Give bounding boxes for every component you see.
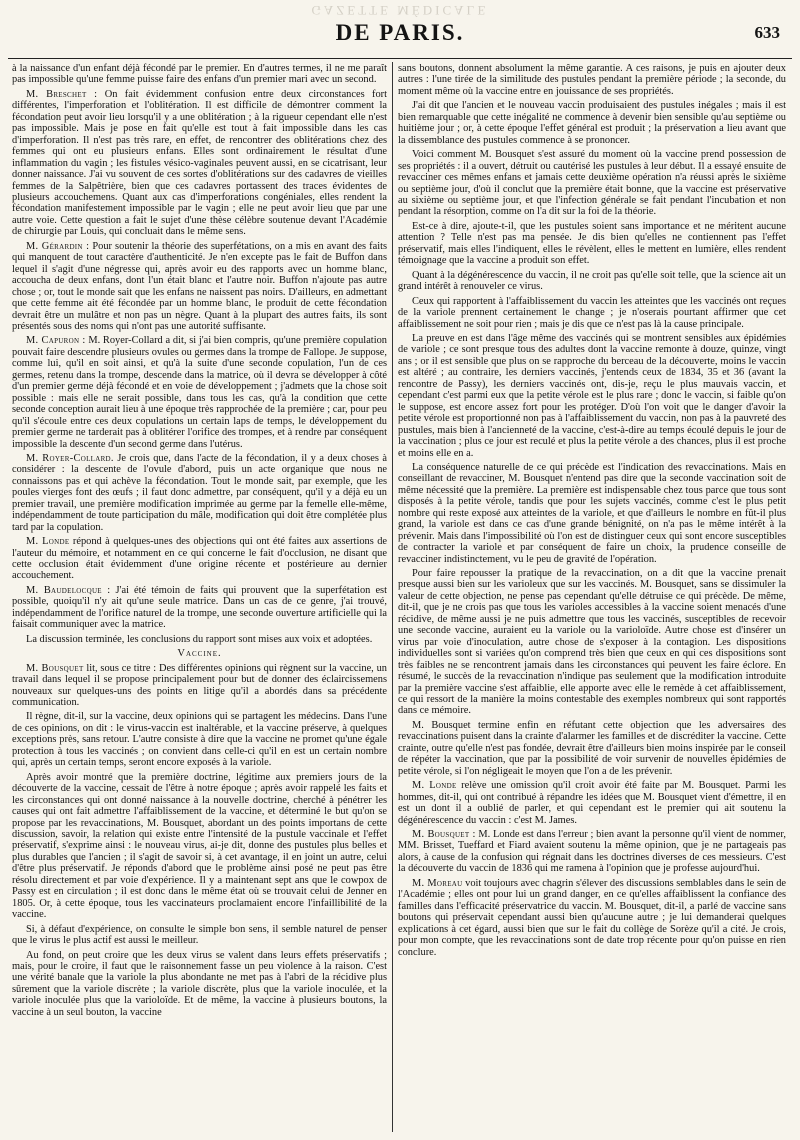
left-column (12, 63, 387, 1134)
paragraph-text: Quant à la dégénérescence du vaccin, il ne croit pas qu'elle soit telle, que la science ait un grand intérêt à renouveler ce virus. (398, 269, 786, 293)
right-column (398, 63, 786, 1134)
paragraph (12, 335, 387, 450)
paragraph-text: Il règne, dit-il, sur la vaccine, deux opinions qui se partagent les médecins. Dans l'une de ces opinions, on dit : le virus-vaccin est inaltérable, et la vaccine préserve, à quelques exceptions près, sans retour. L'autre consiste à dire que la vaccine ne promet qu'une égale protection à tous les vaccinés ; on convient dans celle-ci qu'il en est un certain nombre qui, après un certain temps, seront encore exposés à la variole. (12, 711, 387, 769)
speaker-name: M. Royer-Collard. (26, 452, 114, 464)
paragraph (398, 780, 786, 826)
paragraph-text: La discussion terminée, les conclusions du rapport sont mises aux voix et adoptées. (26, 633, 373, 645)
paragraph (12, 634, 387, 645)
paragraph-text: Pour soutenir la théorie des superfétations, on a mis en avant des faits qui manquent de tout caractère d'authenticité. Je n'en excepte pas le fait de Buffon dans lequel il s'agit d'une négresse qui, après avoir eu des rapports avec un homme blanc, accoucha de deux enfans, dont l'un était blanc et l'autre noir. Buffon n'ajoute pas autre chose ; or, tout le monde sait que les enfans ne naissent pas noirs. D'ailleurs, en admettant que cette femme ait été fécondée par un homme blanc, le produit de cette fécondation devrait être un mulâtre et non pas un nègre. Quant à la plupart des autres faits, ils sont présentés sous des noms qui n'ont pas une autorité suffisante. (12, 240, 387, 332)
paragraph-text: J'ai été témoin de faits qui prouvent que la superfétation est possible, quoiqu'il n'y ait qu'une seule matrice. Dans un cas de ce genre, j'ai trouvé, indépendamment de l'orifice naturel de la trompe, une seconde ouverture artificielle qui la faisait communiquer avec la matrice. (12, 584, 387, 631)
paragraph (12, 536, 387, 582)
speaker-name: M. Moreau (412, 877, 463, 889)
paragraph (398, 333, 786, 459)
speaker-name: M. Londe (26, 536, 70, 548)
paragraph-text: Je crois que, dans l'acte de la fécondation, il y a deux choses à considérer : la descente de l'ovule d'abord, puis un acte organique que nous ne connaissons pas et qui achève la fécondation. Tout le monde sait, par exemple, que les poules vierges font des œufs ; il faut donc admettre, par conséquent, qu'il y a déjà eu un premier travail, une première modification imprimée au germe par la femelle elle-même, indépendamment de toute participation du mâle, modification qui doit être complétée plus tard par la copulation. (12, 452, 387, 533)
paragraph (398, 149, 786, 218)
paragraph-text: Est-ce à dire, ajoute-t-il, que les pustules soient sans importance et ne méritent aucune attention ? Telle n'est pas ma pensée. Je dis bien qu'elles ne contiennent pas l'effet préservatif, mais elles l'indiquent, elles le révèlent, elles le mettent en lumière, elles rendent témoignage que la vaccine a produit son effet. (398, 220, 786, 267)
header-rule (8, 58, 792, 59)
paragraph-text: M. Royer-Collard a dit, si j'ai bien compris, qu'une première copulation pouvait faire descendre plusieurs ovules ou germes dans la trompe de Fallope. Je suppose, comme lui, qu'il en soit ainsi, et qu'à la suite d'une seconde copulation, l'un de ces germes, retenu dans la trompe, descende dans la matrice, où il devra se développer à côté d'un premier germe déjà fécondé et en voie de développement ; j'admets que la chose soit possible : mais elle ne serait possible, dans tous les cas, qu'à la condition que cette seconde conception aurait lieu à une époque très rapprochée de la première ; car, pour peu qu'il s'écoule entre ces deux copulations un certain laps de temps, le développement du premier germe ne tarderait pas à oblitérer l'orifice des trompes, et à rendre par conséquent impossible la descente d'un second germe dans l'utérus. (12, 335, 387, 450)
paragraph-text: La preuve en est dans l'âge même des vaccinés qui se montrent sensibles aux épidémies de variole ; ce sont presque tous des adultes dont la vaccine remonte à douze, quinze, vingt ans ; or il est sensible que plus on se rapproche du berceau de la découverte, moins le vaccin est altéré ; au contraire, les derniers vaccinés, j'entends ceux de 1834, 35 et 36 (avant la rencontre de Passy), les derniers vaccinés ont, dis-je, reçu le plus mauvais vaccin, et cependant c'est parmi eux que la petite vérole est le plus rare ; donc le vaccin, si faible qu'on le suppose, est encore assez fort pour les protéger. D'où l'on voit que le danger d'avoir la petite vérole est proportionné non pas à l'affaiblissement du vaccin, non pas à la pauvreté des pustules, mais bien à l'ancienneté de la vaccine, c'est-à-dire au temps écoulé depuis le jour de la vaccination ; plus ce jour est reculé et plus la petite vérole a des chances, plus il est proche et moins elle en a. (398, 332, 786, 459)
paragraph (398, 296, 786, 330)
paragraph-text: répond à quelques-unes des objections qui ont été faites aux assertions de l'auteur du mémoire, et notamment en ce qui concerne le fait d'occlusion, ne disant que cette occlusion était évidemment d'une origine récente et postérieure au dernier accouchement. (12, 536, 387, 582)
page-number: 633 (754, 23, 780, 42)
speaker-name: M. Bousquet (26, 662, 84, 674)
paragraph-text: Pour faire repousser la pratique de la revaccination, on a dit que la vaccine prenait presque aussi bien sur les varioleux que sur les vaccinés. M. Bousquet, sans se dissimuler la valeur de cette objection, ne pense pas cependant qu'elle détruise ce qui précède. De même, dit-il, que je ne crois pas que tous les varioles accessibles à la vaccine soient menacés d'une récidive, de même aussi je ne puis admettre que tous les vaccinés, susceptibles de recevoir une seconde vaccine, auraient eu la variole ou la varioloïde. Autre chose est d'insérer un virus par voie d'inoculation, autre chose de s'exposer à la contagion. Les dispositions individuelles sont si variées qu'on comprend très bien que ceux en qui ces dispositions sont très faibles ne se rencontrent jamais dans les circonstances qui peuvent les faire éclore. En résumé, le succès de la revaccination n'indique pas seulement que la modification introduite par la première vaccine s'est affaiblie, elle apporte avec elle le remède à cet affaiblissement, ce qui ressort de la manière la moins contestable des exemples nombreux qui sont rapportés dans ce mémoire. (398, 568, 786, 717)
speaker-name: M. Londe (412, 780, 457, 792)
paragraph (398, 100, 786, 146)
paragraph (12, 89, 387, 238)
paragraph (398, 462, 786, 565)
paragraph (398, 63, 786, 97)
paragraph (12, 924, 387, 947)
page-header (0, 20, 800, 48)
speaker-name: M. Capuron : (26, 335, 86, 347)
paragraph (12, 241, 387, 333)
paragraph-text: voit toujours avec chagrin s'élever des discussions semblables dans le sein de l'Académie ; elles ont pour lui un grand danger, en ce qu'elles affaiblissent la confiance des familles dans l'efficacité préservatrice du vaccin. M. Bousquet, dit-il, a parlé de vaccine sans boutons qui préservait cependant aussi bien qu'aucune autre ; je lui demanderai quelques explications à cet égard, aussi bien que sur le fait du collège de Sorèze qu'il a cité. Je crois, pour mon compte, que les revaccinations sont de date trop récente pour qu'on puisse en rien conclure. (398, 877, 786, 958)
speaker-name: M. Baudelocque : (26, 584, 111, 596)
paragraph (12, 711, 387, 768)
paragraph-text: Au fond, on peut croire que les deux virus se valent dans leurs effets préservatifs ; mais, pour le croire, il faut que le raisonnement fasse un peu violence à la raison. C'est une vérité banale que la variole la plus abondante ne met pas à l'abri de la récidive plus sûrement que la variole discrète ; la variole discrète, plus que la variole inoculée, et la variole inoculée plus que la varioloïde. Et de même, la vaccine à plusieurs boutons, la vaccine à un seul bouton, la vaccine (12, 949, 387, 1018)
running-title: DE PARIS. (335, 20, 465, 45)
speaker-name: M. Bousquet : (412, 829, 476, 840)
speaker-name: M. Breschet : (26, 88, 98, 100)
paragraph (12, 663, 387, 709)
paragraph-text: Après avoir montré que la première doctrine, légitime aux premiers jours de la découverte de la vaccine, cessait de l'être à notre époque ; après avoir rappelé les faits et les circonstances qui ont donné naissance à la nouvelle doctrine, cherché à pénétrer les causes qui ont fait admettre l'affaiblissement de la vaccine, et déterminé le but qu'on se propose par les revaccinations, M. Bousquet, abordant un des points importans de cette discussion, savoir, la relation qui existe entre l'intensité de la pustule vaccinale et l'effet préservatif, s'exprime ainsi : le nouveau virus, ai-je dit, donne des pustules plus belles et plus durables que l'ancien ; il s'agit de savoir si, à cet avantage, il en joint un autre, celui d'être plus préservatif. Je réponds d'abord que le problème ainsi posé ne peut pas être résolu directement et par voie d'expérience. Il y a maintenant sept ans que le cowpox de Passy est en circulation ; il est donc dans le même état où se trouvait celui de Jenner en 1805. Or, à cette époque, tous les vaccinateurs proclamaient encore l'infaillibilité de la vaccine. (12, 771, 387, 921)
paragraph (12, 950, 387, 1019)
paragraph (398, 568, 786, 717)
paragraph (398, 221, 786, 267)
paragraph-text: La conséquence naturelle de ce qui précède est l'indication des revaccinations. Mais en conseillant de revacciner, M. Bousquet n'entend pas dire que la seconde vaccination soit de même nécessité que la première. La première est indispensable chez tous parce que tous sont disposés à la petite vérole, tandis que pour les sujets vaccinés, comme c'est le plus petit nombre qui reste exposé aux atteintes de la variole, et que d'ailleurs le nombre en fût-il plus grand, la variole est dans ce cas d'une grande bénignité, on n'a pas le même intérêt à la prévenir. Mais dans l'impossibilité où l'on est de distinguer ceux qui sont encore susceptibles de contracter la variole et par conséquent de faire un choix, la prudence conseille de revacciner indistinctement, vu le peu de gravité de l'opération. (398, 461, 786, 565)
paragraph (398, 720, 786, 777)
paragraph-text: On fait évidemment confusion entre deux circonstances fort différentes, l'imperforation et l'oblitération. Il est difficile de démontrer comment la fécondation peut avoir lieu lorsqu'il y a une oblitération ; à la rigueur cependant elle n'est pas impossible. Mais je pose en fait qu'elle est tout à fait impossible dans les cas d'imperforation. Il n'est pas très rare, en effet, de rencontrer des oblitérations chez des femmes qui ont eu plusieurs enfans. Elles sont ordinairement le résultat d'une inflammation du vagin ; les fistules vésico-vaginales peuvent aussi, en se cicatrisant, leur donner naissance. J'ai vu souvent de ces sortes d'oblitérations sur des cadavres de vieilles femmes de la Salpêtrière, bien que ces cadavres portassent des traces évidentes de plusieurs accouchemens. Quant aux cas d'imperforations congéniales, elles rendent la fécondation manifestement impossible par le vagin ; elle ne peut avoir lieu que par une autre voie. Cette question a fait le sujet d'une thèse célèbre soutenue devant l'Académie de chirurgie par Louis, qui concluait dans le même sens. (12, 88, 387, 238)
paragraph-text: Si, à défaut d'expérience, on consulte le simple bon sens, il semble naturel de penser que le virus le plus actif est aussi le meilleur. (12, 923, 387, 947)
paragraph (12, 63, 387, 86)
paragraph (398, 878, 786, 958)
paragraph-text: M. Londe est dans l'erreur ; bien avant la personne qu'il vient de nommer, MM. Brisset, Tueffard et Fiard avaient soutenu la même opinion, que je ne partageais pas alors, à cause de la confusion qui régnait dans les doctrines diverses de ces messieurs. C'est la découverte du vaccin de 1836 qui me ramena à l'opinion que je professe aujourd'hui. (398, 829, 786, 875)
paragraph-text: lit, sous ce titre : Des différentes opinions qui règnent sur la vaccine, un travail dans lequel il se propose principalement pour but de donner des éclaircissemens nouveaux sur quelques-uns des points en litige qu'il a abordés dans sa précédente communication. (12, 662, 387, 709)
paragraph (12, 453, 387, 533)
section-heading: Vaccine. (177, 648, 222, 660)
paragraph (398, 829, 786, 875)
bleed-through-text: GAZETTE MÉDICALE (311, 3, 489, 18)
paragraph-text: J'ai dit que l'ancien et le nouveau vaccin produisaient des pustules inégales ; mais il est bien remarquable que cette inégalité ne commence à devenir bien sensible qu'au septième ou huitième jour ; or, à cette époque l'effet général est produit ; la préservation a lieu avant que la dissemblance des pustules commence à se prononcer. (398, 100, 786, 146)
column-divider (392, 62, 393, 1132)
speaker-name: M. Gérardin : (26, 240, 90, 252)
paragraph-text: à la naissance d'un enfant déjà fécondé par le premier. En d'autres termes, il ne me paraît pas impossible qu'une femme puisse faire des enfans d'un premier mari avec un second. (12, 63, 387, 86)
paragraph-text: M. Bousquet termine enfin en réfutant cette objection que les adversaires des revaccinations puisent dans la crainte d'alarmer les familles et de discréditer la vaccine. Cette crainte, outre qu'elle n'est pas fondée, devrait être d'ailleurs bien moins inspirée par le conseil de répéter la vaccination, que par la possibilité de voir survenir de nouvelles épidémies de petite vérole, si l'on négligeait le moyen que l'on a de les prévenir. (398, 719, 786, 777)
paragraph (12, 585, 387, 631)
paragraph (12, 772, 387, 921)
paragraph (398, 270, 786, 293)
paragraph-text: Ceux qui rapportent à l'affaiblissement du vaccin les atteintes que les vaccinés ont reçues de la variole prennent certainement le change ; je n'oserais pourtant affirmer que cet affaiblissement ne soit pour rien ; mais je dis que ce n'est pas là la cause principale. (398, 295, 786, 330)
paragraph-text: sans boutons, donnent absolument la même garantie. A ces raisons, je puis en ajouter deux autres : l'une tirée de la similitude des pustules pendant la première période ; la seconde, du moment même où la vaccine entre en jouissance de ses propriétés. (398, 63, 786, 97)
paragraph-text: Voici comment M. Bousquet s'est assuré du moment où la vaccine prend possession de ses propriétés : il a ouvert, détruit ou cautérisé les pustules à leur début. Il a essayé ensuite de revacciner ces mêmes enfans et jamais cette deuxième opération n'a réussi après le sixième ou septième jour, d'où il conclut que la première était bonne, que la vaccine est préservative au sixième ou septième jour, et que l'infection générale se fait pendant l'incubation et non pendant la résorption, comme on l'a dit sur la foi de la théorie. (398, 149, 786, 218)
paragraph-text: relève une omission qu'il croit avoir été faite par M. Bousquet. Parmi les hommes, dit-il, qui ont contribué à répandre les idées que M. Bousquet vient d'émettre, il en est un dont il a oublié de parler, et qui cependant est le premier qui ait soutenu la dégénérescence du vaccin : c'est M. James. (398, 780, 786, 826)
